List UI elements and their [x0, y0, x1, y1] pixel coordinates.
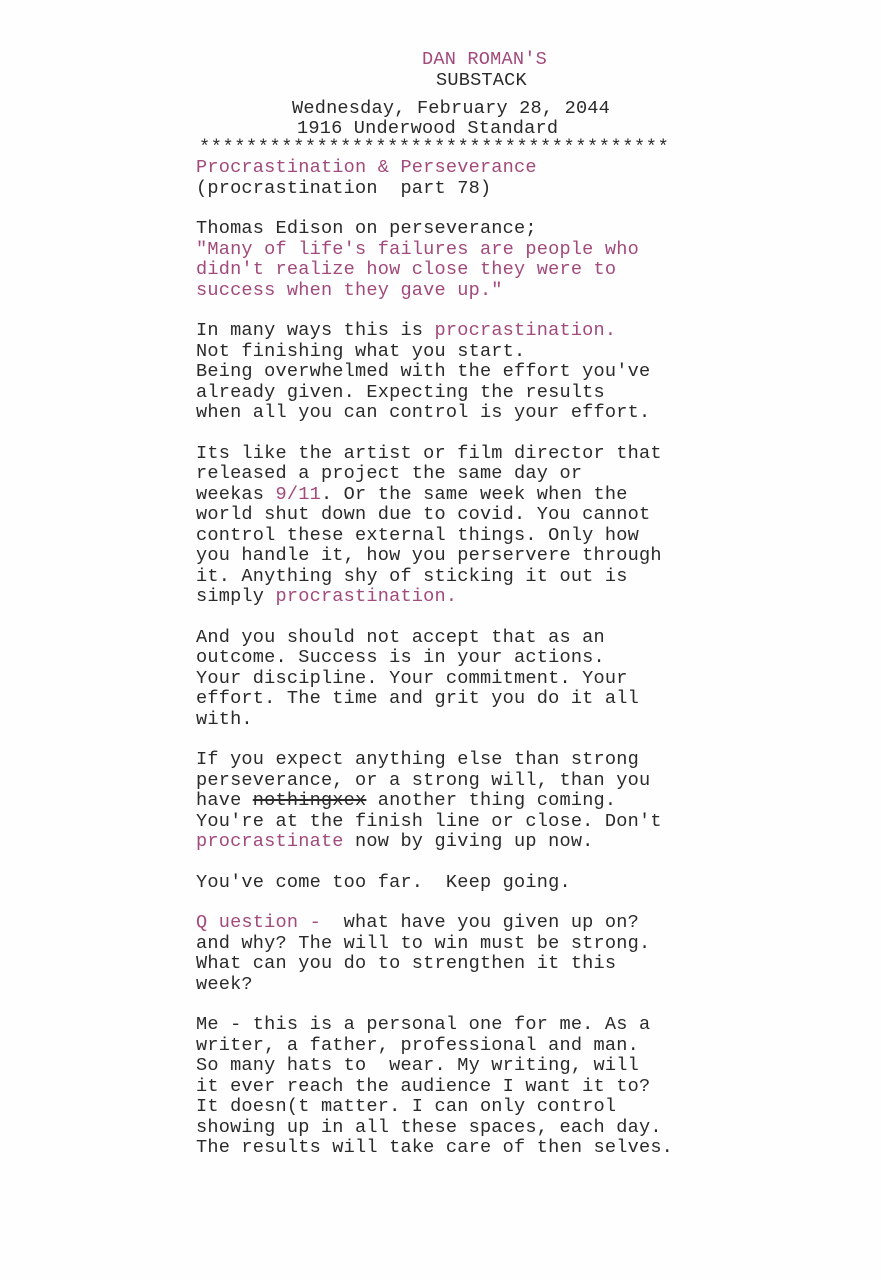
paragraph-3-line: with. [196, 708, 253, 730]
paragraph-1-line: Not finishing what you start. [196, 340, 526, 362]
paragraph-7-line: Me - this is a personal one for me. As a [196, 1014, 651, 1035]
paragraph-7-line: writer, a father, professional and man. [196, 1034, 639, 1056]
paragraph-2-line: it. Anything shy of sticking it out is [196, 565, 628, 587]
article-title: Procrastination & Perseverance [196, 157, 537, 178]
paragraph-6-line: What can you do to strengthen it this [196, 953, 617, 974]
paragraph-2-line [196, 485, 716, 506]
paragraph-2-line [196, 587, 716, 608]
paragraph-4-line: If you expect anything else than strong [196, 749, 639, 770]
paragraph-7-line: So many hats to wear. My writing, will [196, 1055, 639, 1076]
quote-line: "Many of life's failures are people who [196, 238, 639, 260]
paragraph-3-line: Your discipline. Your commitment. Your [196, 667, 628, 689]
paragraph-4-line: You're at the finish line or close. Don't [196, 810, 662, 832]
highlight-span: procrastination. [434, 320, 617, 341]
brand-line: DAN ROMAN'S [422, 49, 547, 70]
paragraph-7-line: The results will take care of then selves. [196, 1137, 674, 1158]
paragraph-2-line: world shut down due to covid. You cannot [196, 504, 651, 525]
paragraph-1-line: Being overwhelmed with the effort you've [196, 361, 651, 382]
quote-intro: Thomas Edison on perseverance; [196, 218, 537, 239]
paragraph-7-line: showing up in all these spaces, each day. [196, 1116, 662, 1138]
paragraph-4-line: perseverance, or a strong will, than you [196, 769, 651, 791]
quote-line: success when they gave up." [196, 279, 503, 301]
text-span: what have you given up on? [332, 912, 639, 933]
paragraph-7-line: it ever reach the audience I want it to? [196, 1075, 651, 1097]
paragraph-2-line: control these external things. Only how [196, 524, 639, 546]
paragraph-4-line [196, 832, 716, 853]
text-span: In many ways this is [196, 320, 435, 341]
substack-line: SUBSTACK [436, 70, 527, 91]
paragraph-1-line: when all you can control is your effort. [196, 402, 651, 423]
highlight-span: procrastinate [196, 831, 344, 852]
paragraph-4-line [196, 791, 716, 812]
text-span: weekas [196, 483, 276, 505]
highlight-span: procrastination. [275, 586, 458, 607]
paragraph-3-line: And you should not accept that as an [196, 626, 605, 648]
date-line: Wednesday, February 28, 2044 [292, 98, 611, 119]
paragraph-1-line [196, 321, 716, 342]
text-span: have [196, 790, 253, 811]
text-span: another thing coming. [366, 790, 617, 811]
paragraph-2-line: Its like the artist or film director that [196, 442, 662, 464]
text-span: . Or the same week when the [320, 483, 628, 505]
typewriter-model-line: 1916 Underwood Standard [297, 118, 559, 139]
paragraph-2-line: released a project the same day or [196, 463, 583, 484]
struck-out-word: nothingxex [252, 790, 367, 811]
paragraph-6-line [196, 913, 716, 934]
paragraph-6-line: and why? The will to win must be strong. [196, 932, 651, 954]
paragraph-2-line: you handle it, how you perservere through [196, 545, 662, 566]
quote-line: didn't realize how close they were to [196, 259, 617, 280]
paragraph-6-line: week? [196, 973, 253, 995]
paragraph-3-line: outcome. Success is in your actions. [196, 647, 605, 668]
text-span: now by giving up now. [343, 831, 594, 852]
text-span: simply [196, 586, 276, 607]
article-body [196, 158, 716, 1159]
paragraph-3-line: effort. The time and grit you do it all [196, 688, 639, 709]
paragraph-1-line: already given. Expecting the results [196, 381, 605, 403]
paragraph-5-line: You've come too far. Keep going. [196, 871, 571, 893]
question-label: Q uestion - [196, 912, 333, 933]
highlight-span: 9/11 [275, 483, 321, 505]
paragraph-7-line: It doesn(t matter. I can only control [196, 1096, 617, 1117]
asterisk-divider: **************************************** [199, 137, 670, 158]
article-subtitle: (procrastination part 78) [196, 177, 492, 199]
